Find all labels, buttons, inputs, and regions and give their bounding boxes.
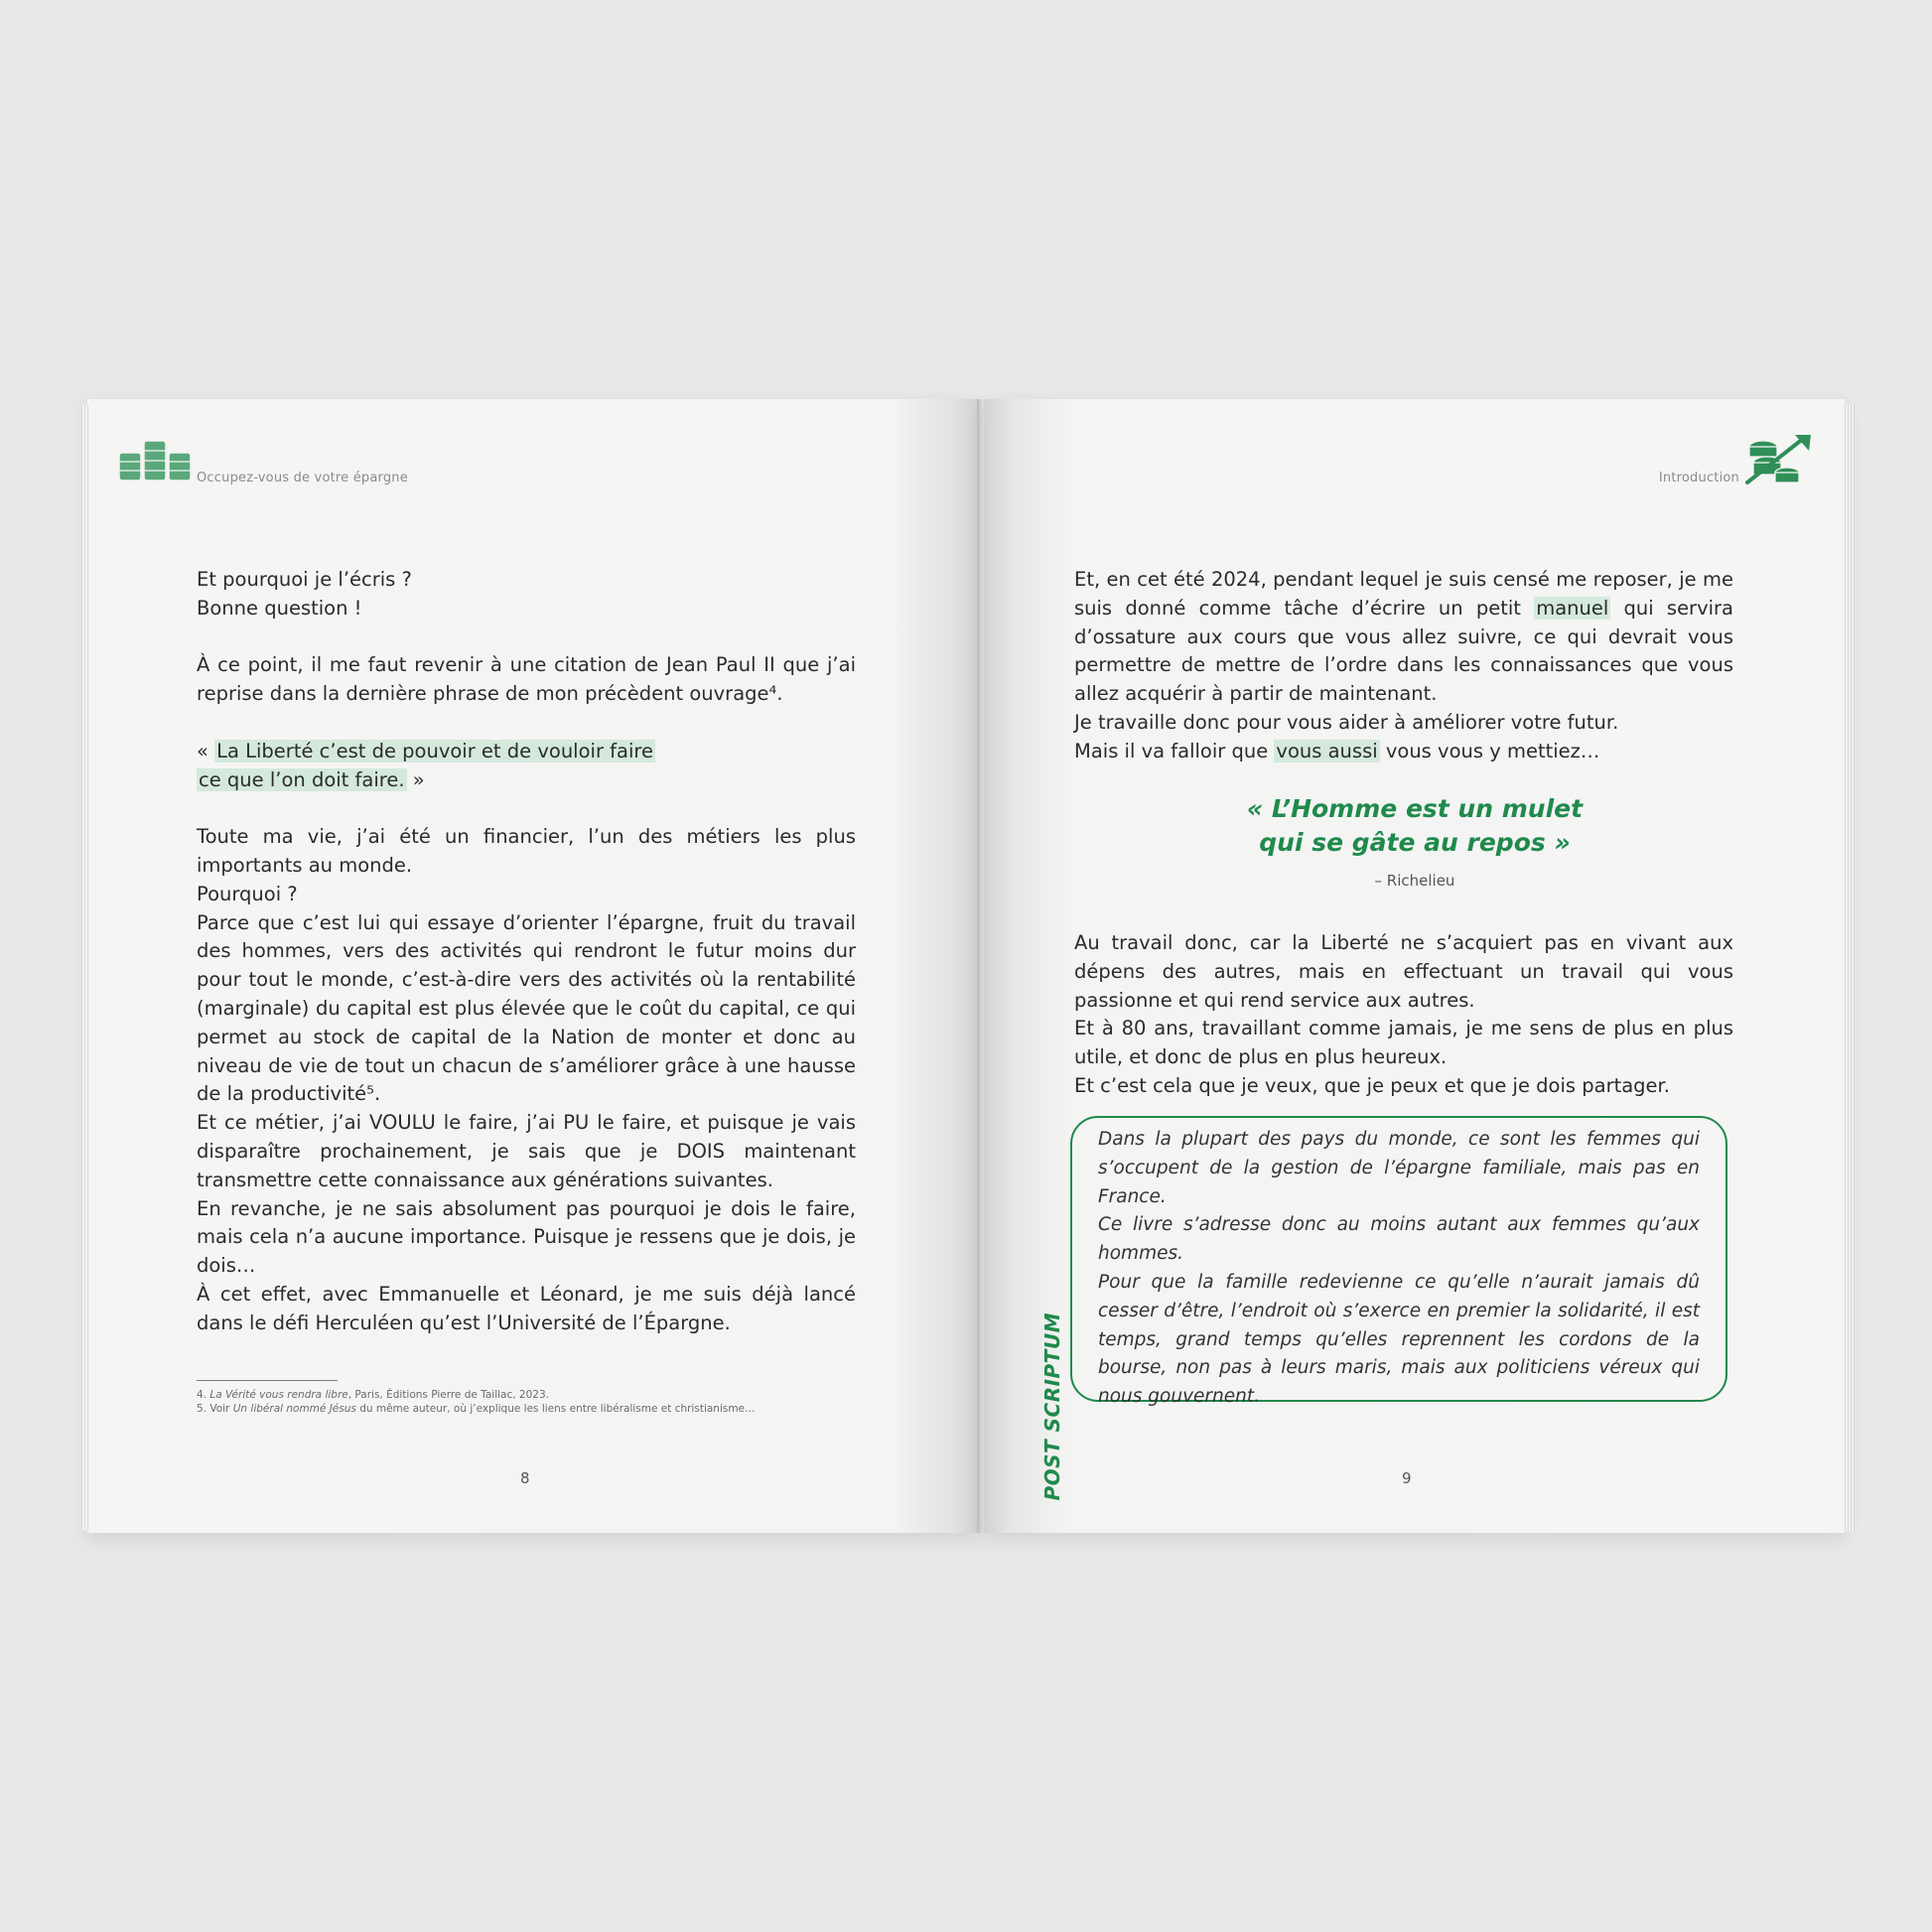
quote-author: – Richelieu: [1374, 872, 1455, 890]
post-scriptum-label: POST SCRIPTUM: [1040, 1312, 1064, 1501]
right-page-body-2: [1074, 929, 1733, 1101]
left-page: [87, 399, 981, 1533]
paragraph: En revanche, je ne sais absolument pas pourquoi je dois le faire, mais cela n’a aucune importance. Puisque je ressens que je dois, je dois…: [197, 1196, 856, 1278]
paragraph: Bonne question !: [197, 596, 362, 620]
highlighted-citation: [197, 738, 856, 795]
paragraph: Toute ma vie, j’ai été un financier, l’un des métiers les plus importants au monde.: [197, 825, 856, 877]
page-number-right: 9: [1402, 1469, 1412, 1487]
open-book: [87, 399, 1845, 1533]
citation-line: ce que l’on doit faire.: [199, 767, 405, 791]
right-page-body: [1074, 566, 1733, 766]
left-page-body: [197, 566, 856, 1338]
paragraph: Et ce métier, j’ai VOULU le faire, j’ai PU le faire, et puisque je vais disparaître prochainement, je sais que je DOIS maintenant transmettre cette connaissance aux générations suivantes.: [197, 1111, 856, 1191]
footnote-divider: [197, 1380, 338, 1381]
post-scriptum-text: Dans la plupart des pays du monde, ce sont les femmes qui s’occupent de la gestion de l’épargne familiale, mais pas en France. Ce livre s’adresse donc au moins autant aux femmes qu’aux hommes. Pour que la famille redevienne ce qu’elle n’aurait jamais dû cesser d’être, l’endroit où s’exerce en premier la solidarité, il est temps, grand temps qu’elles reprennent les cordons de la bourse, non pas à leurs maris, mais aux politiciens véreux qui nous gouvernent.: [1098, 1129, 1700, 1408]
paragraph: À ce point, il me faut revenir à une citation de Jean Paul II que j’ai reprise dans la dernière phrase de mon précèdent ouvrage⁴.: [197, 653, 856, 706]
paragraph: Je travaille donc pour vous aider à améliorer votre futur.: [1074, 710, 1619, 734]
pull-quote: « L’Homme est un mulet qui se gâte au repos »: [1246, 794, 1584, 857]
paragraph: Au travail donc, car la Liberté ne s’acquiert pas en vivant aux dépens des autres, mais en effectuant un travail qui vous passionne et qui rend service aux autres.: [1074, 931, 1733, 1012]
page-edges: [81, 405, 89, 1531]
page-edges: [1843, 405, 1855, 1531]
running-head-right: Introduction: [1658, 471, 1739, 485]
page-number-left: 8: [520, 1469, 530, 1487]
coins-stack-icon: [117, 437, 193, 483]
paragraph: Mais il va falloir que vous aussi vous vous y mettiez…: [1074, 739, 1600, 762]
highlight-vous-aussi: vous aussi: [1276, 739, 1378, 762]
coins-growth-arrow-icon: [1743, 433, 1813, 486]
running-head-left: Occupez-vous de votre épargne: [197, 471, 408, 485]
quote-close: »: [406, 767, 425, 791]
paragraph: Et pourquoi je l’écris ?: [197, 568, 412, 591]
paragraph: Et, en cet été 2024, pendant lequel je suis censé me reposer, je me suis donné comme tâche d’écrire un petit manuel qui servira d’ossature aux cours que vous allez suivre, ce qui devrait vous permettre de mettre de l’ordre dans les connaissances que vous allez acquérir à partir de maintenant.: [1074, 568, 1734, 706]
paragraph: Pourquoi ?: [197, 882, 298, 905]
paragraph: Et à 80 ans, travaillant comme jamais, je me sens de plus en plus utile, et donc de plus en plus heureux.: [1074, 1017, 1733, 1069]
footnote-4: 4. La Vérité vous rendra libre, Paris, Éditions Pierre de Taillac, 2023.: [197, 1389, 549, 1401]
right-page: [985, 399, 1845, 1533]
paragraph: Et c’est cela que je veux, que je peux et que je dois partager.: [1074, 1073, 1670, 1097]
citation-line: La Liberté c’est de pouvoir et de vouloir faire: [216, 739, 653, 762]
footnotes: [197, 1388, 756, 1416]
footnote-5: 5. Voir Un libéral nommé Jésus du même auteur, où j’explique les liens entre libéralisme et christianisme…: [197, 1403, 756, 1415]
highlight-manuel: manuel: [1536, 596, 1609, 620]
paragraph: À cet effet, avec Emmanuelle et Léonard, je me suis déjà lancé dans le défi Herculéen qu’est l’Université de l’Épargne.: [197, 1282, 856, 1334]
paragraph: Parce que c’est lui qui essaye d’orienter l’épargne, fruit du travail des hommes, vers des activités qui rendront le futur moins dur pour tout le monde, c’est-à-dire vers des activités où la rentabilité (marginale) du capital est plus élevée que le coût du capital, ce qui permet au stock de capital de la Nation de monter et donc au niveau de vie de tout un chacun de s’améliorer grâce à une hausse de la productivité⁵.: [197, 910, 856, 1106]
quote-open: «: [197, 739, 215, 762]
